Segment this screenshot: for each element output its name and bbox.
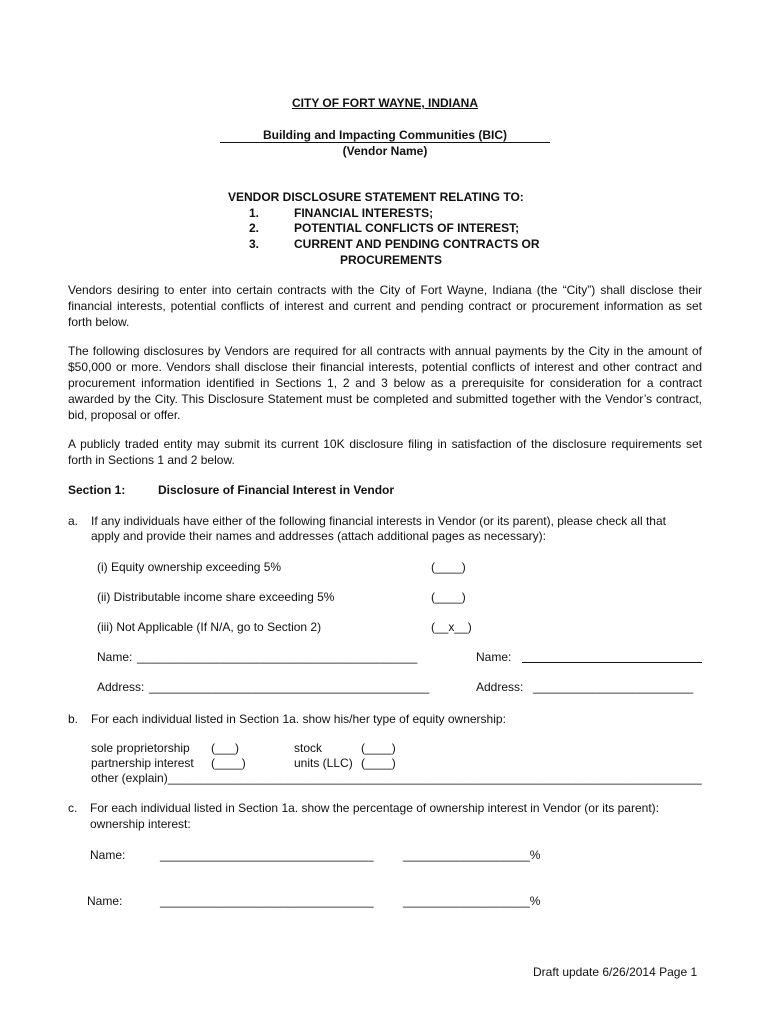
address-label-left: Address: — [97, 680, 145, 694]
not-applicable-option-label: (iii) Not Applicable (If N/A, go to Section 2) — [97, 620, 322, 634]
address-field-left[interactable]: __________________________________________ — [149, 680, 430, 694]
ownership-percent-field[interactable]: ___________________% — [403, 894, 541, 908]
item-a-text-line1: If any individuals have either of the following financial interests in Vendor (or its parent), please check all that — [91, 514, 666, 528]
ownership-name-field[interactable]: ________________________________ — [160, 894, 374, 908]
equity-option-label: (i) Equity ownership exceeding 5% — [97, 560, 282, 574]
page-footer: Draft update 6/26/2014 Page 1 — [533, 965, 698, 979]
section1-title: Disclosure of Financial Interest in Vendor — [158, 483, 395, 497]
name-field-left[interactable]: __________________________________________ — [137, 650, 418, 664]
sole-proprietorship-checkbox[interactable]: (___) — [211, 741, 240, 755]
units-llc-label: units (LLC) — [294, 756, 353, 770]
statement-title: VENDOR DISCLOSURE STATEMENT RELATING TO: — [228, 190, 524, 204]
ownership-name-field[interactable]: ________________________________ — [160, 848, 374, 862]
ownership-name-label: Name: — [90, 848, 126, 862]
not-applicable-option-checkbox[interactable]: (__x__) — [431, 620, 472, 634]
statement-item-text: FINANCIAL INTERESTS; — [294, 206, 434, 220]
partnership-interest-checkbox[interactable]: (____) — [211, 756, 246, 770]
intro-paragraph: Vendors desiring to enter into certain contracts with the City of Fort Wayne, Indiana (the “City”) shall disclose their financial interests, potential conflicts of interest and current and pending contract or procurement information as set forth below. — [68, 283, 702, 329]
ownership-percent-field[interactable]: ___________________% — [403, 848, 541, 862]
vendor-name-value: Building and Impacting Communities (BIC) — [220, 128, 550, 143]
ownership-name-label: Name: — [87, 894, 123, 908]
public-entity-paragraph: A publicly traded entity may submit its current 10K disclosure filing in satisfaction of the disclosure requirements set forth in Sections 1 and 2 below. — [68, 437, 702, 467]
income-option-checkbox[interactable]: (____) — [431, 590, 466, 604]
statement-item-text: POTENTIAL CONFLICTS OF INTEREST; — [294, 221, 520, 235]
statement-item-num: 2. — [249, 221, 260, 235]
item-a-marker: a. — [68, 514, 79, 528]
units-llc-checkbox[interactable]: (____) — [361, 756, 396, 770]
item-a-text-line2: apply and provide their names and addresses (attach additional pages as necessary): — [91, 529, 546, 543]
item-b-text: For each individual listed in Section 1a. show his/her type of equity ownership: — [91, 712, 506, 726]
vendor-name-caption: (Vendor Name) — [342, 144, 428, 158]
item-c-marker: c. — [68, 801, 78, 815]
item-b-marker: b. — [68, 712, 79, 726]
sole-proprietorship-label: sole proprietorship — [91, 741, 190, 755]
name-field-right[interactable] — [522, 662, 702, 663]
name-label-right: Name: — [476, 650, 512, 664]
equity-option-checkbox[interactable]: (____) — [431, 560, 466, 574]
city-heading: CITY OF FORT WAYNE, INDIANA — [291, 96, 478, 110]
name-label-left: Name: — [97, 650, 133, 664]
section1-label: Section 1: — [68, 483, 126, 497]
income-option-label: (ii) Distributable income share exceeding 5% — [97, 590, 335, 604]
statement-item-num: 3. — [249, 237, 260, 251]
partnership-interest-label: partnership interest — [91, 756, 194, 770]
stock-checkbox[interactable]: (____) — [361, 741, 396, 755]
statement-item-text-cont: PROCUREMENTS — [340, 253, 443, 267]
requirements-paragraph: The following disclosures by Vendors are required for all contracts with annual payments by the City in the amount of $50,000 or more. Vendors shall disclose their financial interests, potential conflicts of interest and other contract and procurement information identified in Sections 1, 2 and 3 below as a prerequisite for consideration for a contract awarded by the City. This Disclosure Statement must be completed and submitted together with the Vendor’s contract, bid, proposal or offer. — [68, 344, 702, 422]
statement-item-num: 1. — [249, 206, 260, 220]
stock-label: stock — [294, 741, 323, 755]
statement-item-text: CURRENT AND PENDING CONTRACTS OR — [294, 237, 540, 251]
address-field-right[interactable]: ________________________ — [533, 680, 694, 694]
item-c-text-line1: For each individual listed in Section 1a. show the percentage of ownership interest in Vendor (or its parent): — [90, 801, 659, 815]
item-c-text-line2: ownership interest: — [90, 817, 191, 831]
address-label-right: Address: — [476, 680, 524, 694]
other-explain-field[interactable]: other (explain)________________________________________________________________________________ — [91, 771, 702, 785]
